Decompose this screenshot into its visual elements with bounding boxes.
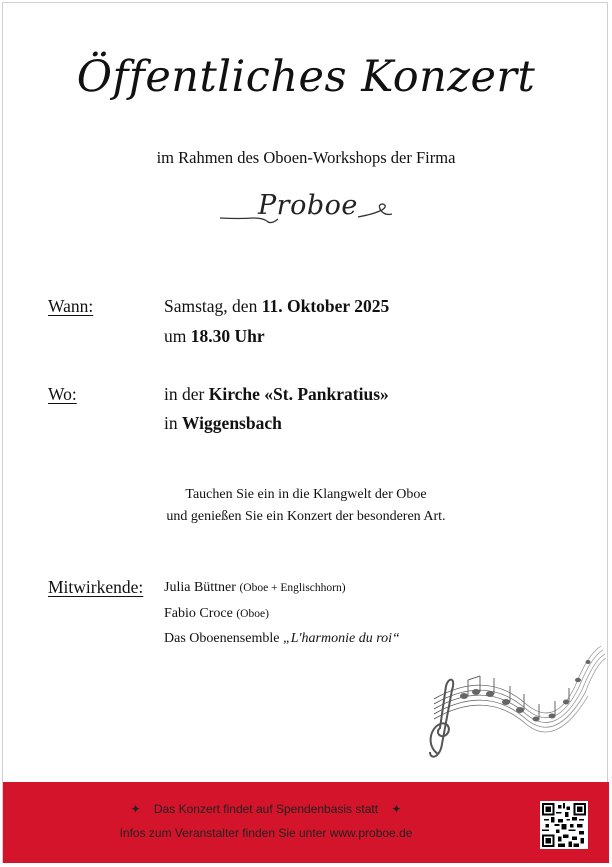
performer-1-name: Julia Büttner (164, 580, 236, 595)
where-venue-bold: Kirche «St. Pankratius» (208, 384, 389, 404)
star-icon: ✦ (130, 802, 141, 816)
where-venue (164, 384, 389, 405)
intro-line-1: Tauchen Sie ein in die Klangwelt der Oboe (185, 487, 427, 502)
when-time-prefix: um (164, 326, 191, 346)
brand-name: Proboe (258, 190, 358, 221)
performer-1 (164, 580, 346, 596)
footer-line-1 (16, 802, 516, 816)
when-date-prefix: Samstag, den (164, 296, 262, 316)
footer-text-1: Das Konzert findet auf Spendenbasis statt (153, 802, 379, 816)
when-date-bold: 11. Oktober 2025 (261, 296, 390, 316)
performer-3-role: „L'harmonie du roi“ (282, 631, 400, 646)
where-town (164, 413, 282, 434)
performer-1-role: (Oboe + Englischhorn) (239, 582, 346, 594)
performers-label: Mitwirkende: (48, 577, 144, 597)
page-title: Öffentliches Konzert (76, 52, 536, 102)
star-icon: ✦ (391, 802, 402, 816)
music-notes-icon (416, 624, 606, 769)
where-town-bold: Wiggensbach (182, 413, 282, 433)
performer-3 (164, 631, 400, 647)
when-time (164, 326, 265, 347)
subtitle: im Rahmen des Oboen-Workshops der Firma (156, 148, 456, 167)
intro-line-2: und genießen Sie ein Konzert der besonderen Art. (166, 509, 446, 524)
where-label: Wo: (48, 384, 77, 404)
qr-code-icon[interactable] (540, 801, 588, 849)
performer-2-name: Fabio Croce (164, 606, 233, 621)
when-label: Wann: (48, 296, 94, 316)
where-venue-prefix: in der (164, 384, 209, 404)
performer-3-name: Das Oboenensemble (164, 631, 283, 646)
performer-2-role: (Oboe) (236, 608, 269, 620)
where-town-prefix: in (164, 413, 182, 433)
when-time-bold: 18.30 Uhr (190, 326, 265, 346)
when-date (164, 296, 389, 317)
performer-2 (164, 606, 269, 622)
footer-line-2: Infos zum Veranstalter finden Sie unter www.proboe.de (119, 826, 413, 840)
footer-banner (3, 782, 609, 863)
brand-logo (218, 188, 394, 228)
